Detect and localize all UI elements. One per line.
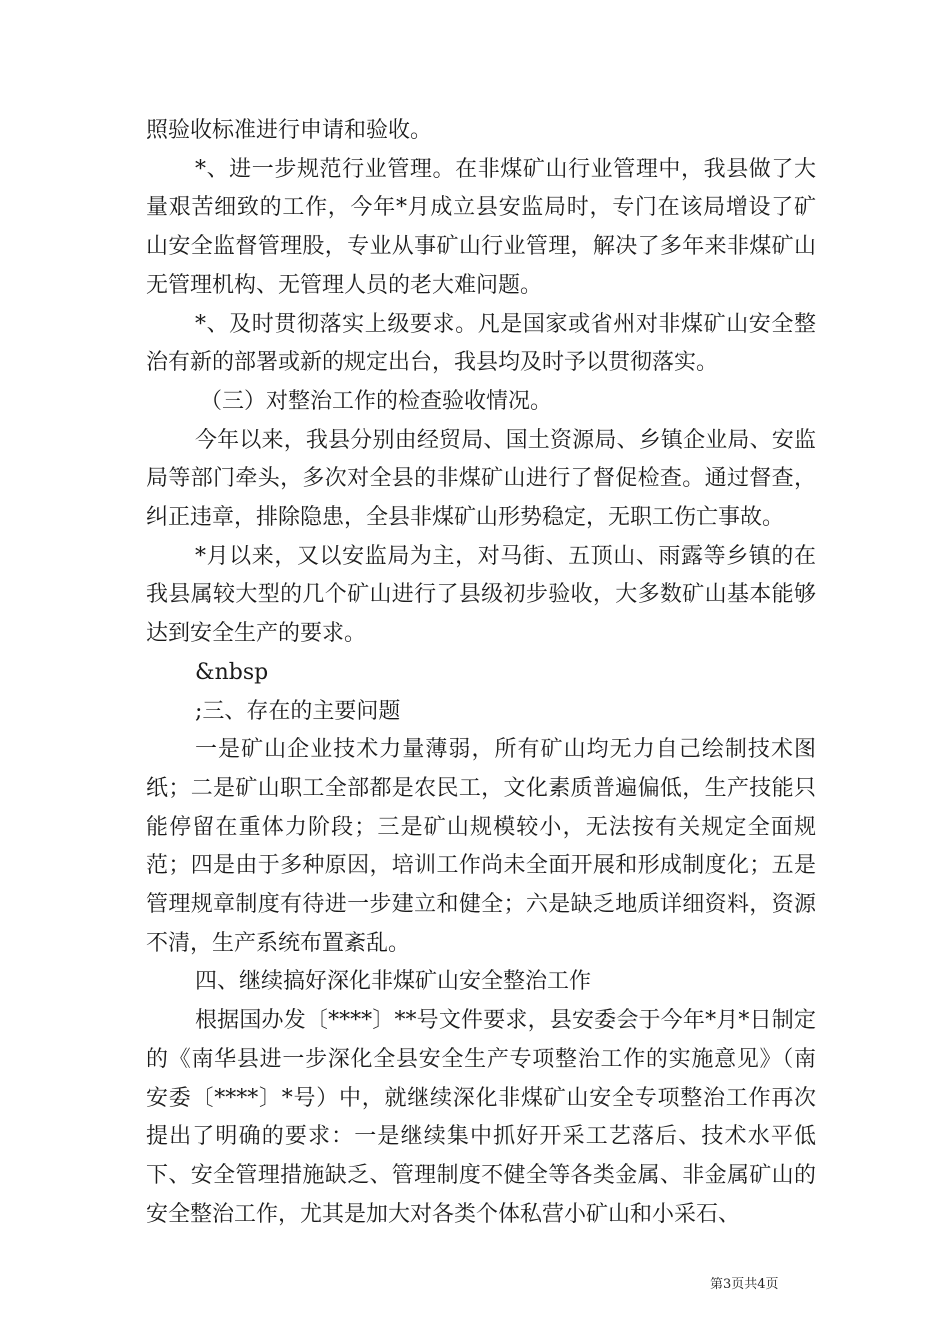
paragraph-inspection: 今年以来，我县分别由经贸局、国土资源局、乡镇企业局、安监局等部门牵头，多次对全县的非煤矿山进行了督促检查。通过督查，纠正违章，排除隐患，全县非煤矿山形势稳定，无职工伤亡事故。 <box>146 427 816 531</box>
section-heading-inspection: （三）对整治工作的检查验收情况。 <box>200 388 553 414</box>
paragraph-acceptance: *月以来，又以安监局为主，对马街、五顶山、雨露等乡镇的在我县属较大型的几个矿山进行了县级初步验收，大多数矿山基本能够达到安全生产的要求。 <box>146 543 816 647</box>
paragraph-continuation: 照验收标准进行申请和验收。 <box>146 118 433 143</box>
document-body <box>146 112 816 1234</box>
paragraph-implement-requirements: *、及时贯彻落实上级要求。凡是国家或省州对非煤矿山安全整治有新的部署或新的规定出台，我县均及时予以贯彻落实。 <box>146 311 816 376</box>
paragraph-problems: 一是矿山企业技术力量薄弱，所有矿山均无力自己绘制技术图纸；二是矿山职工全部都是农民工，文化素质普遍偏低，生产技能只能停留在重体力阶段；三是矿山规模较小，无法按有关规定全面规范；四是由于多种原因，培训工作尚未全面开展和形成制度化；五是管理规章制度有待进一步建立和健全；六是缺乏地质详细资料，资源不清，生产系统布置紊乱。 <box>146 737 816 956</box>
section-heading-problems: ;三、存在的主要问题 <box>195 698 401 724</box>
paragraph-nbsp-artifact: &nbsp <box>195 659 269 685</box>
paragraph-industry-management: *、进一步规范行业管理。在非煤矿山行业管理中，我县做了大量艰苦细致的工作，今年*月成立县安监局时，专门在该局增设了矿山安全监督管理股，专业从事矿山行业管理，解决了多年来非煤矿山无管理机构、无管理人员的老大难问题。 <box>146 156 816 298</box>
page-number: 第3页共4页 <box>710 1277 779 1292</box>
section-heading-continue-work: 四、继续搞好深化非煤矿山安全整治工作 <box>195 969 592 995</box>
paragraph-continue-work: 根据国办发〔****〕**号文件要求，县安委会于今年*月*日制定的《南华县进一步深化全县安全生产专项整治工作的实施意见》（南安委〔****〕*号）中，就继续深化非煤矿山安全专项整治工作再次提出了明确的要求：一是继续集中抓好开采工艺落后、技术水平低下、安全管理措施缺乏、管理制度不健全等各类金属、非金属矿山的安全整治工作，尤其是加大对各类个体私营小矿山和小采石、 <box>146 1008 816 1227</box>
